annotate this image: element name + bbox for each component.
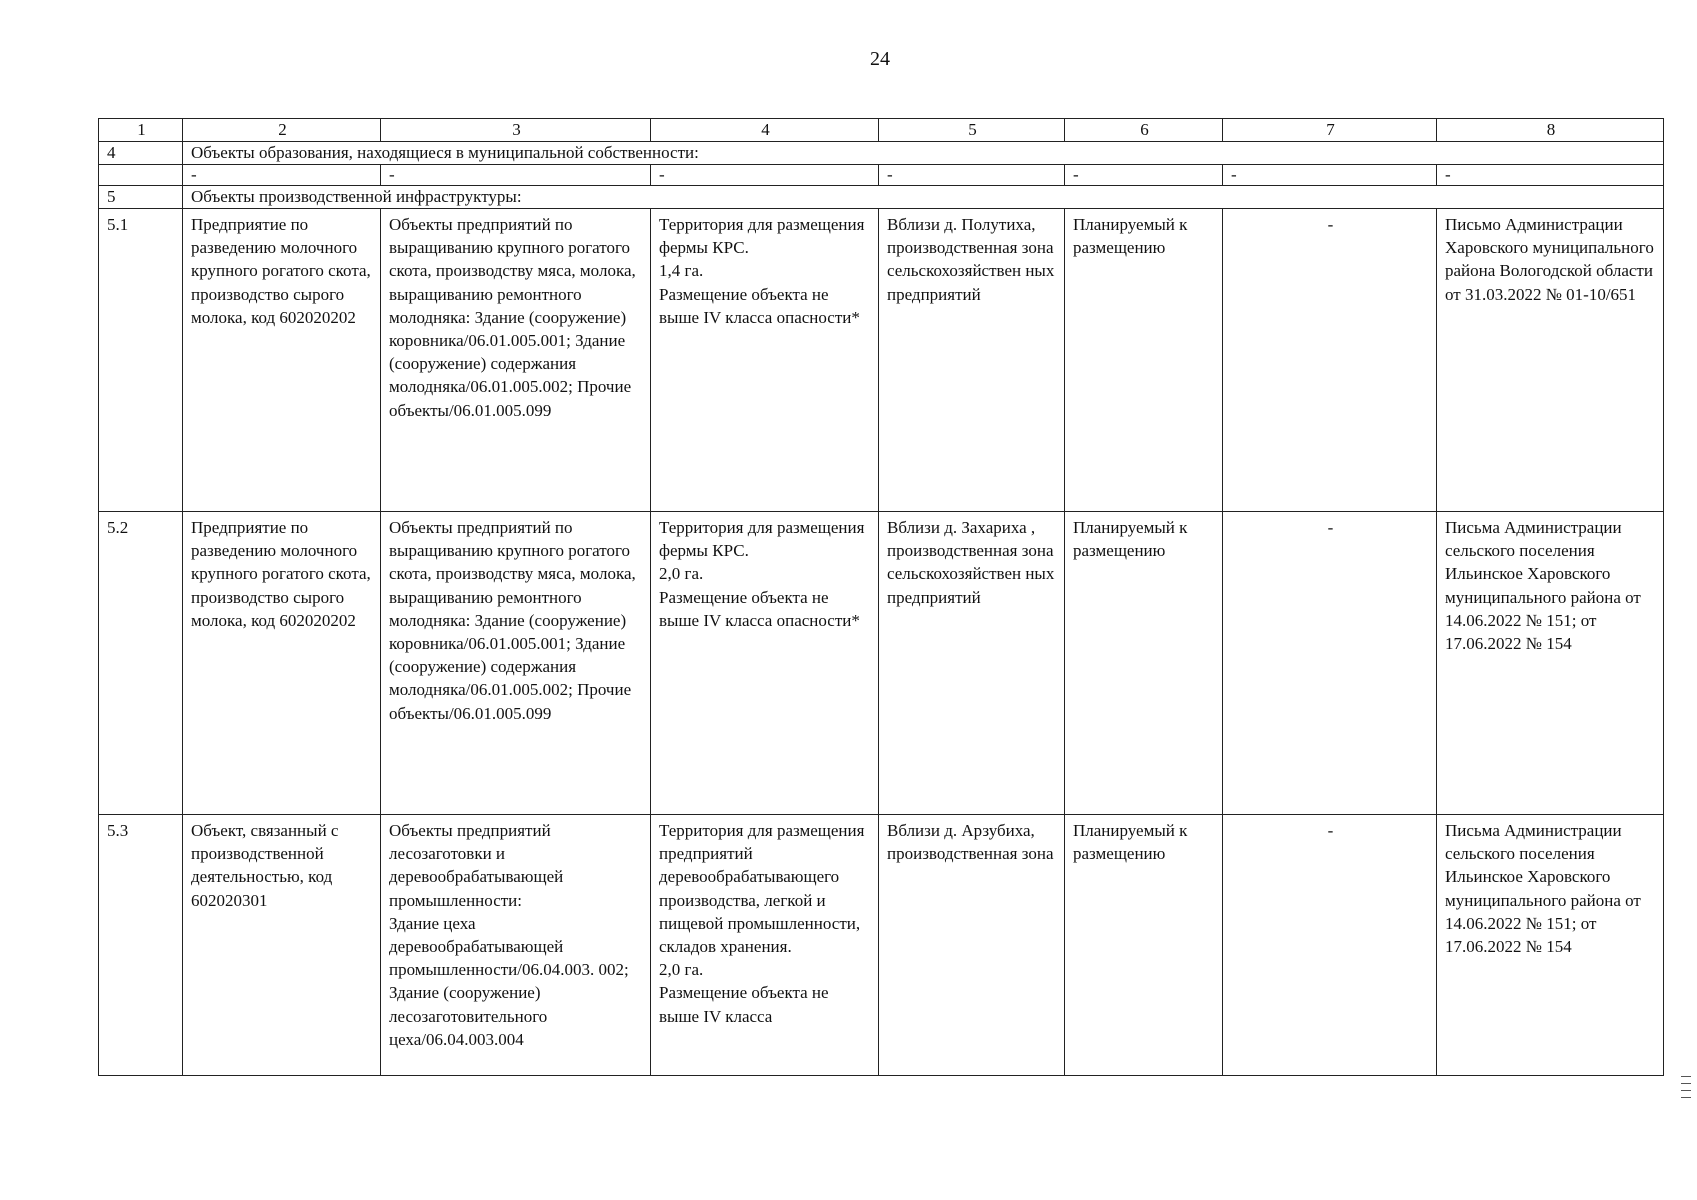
territory-description: Территория для размещения фермы КРС. 2,0 га. Размещение объекта не выше IV класса опасности*	[651, 512, 879, 815]
dash-cell: -	[1223, 165, 1437, 186]
object-list: Объекты предприятий лесозаготовки и деревообрабатывающей промышленности: Здание цеха деревообрабатывающей промышленности/06.04.003. 002; Здание (сооружение) лесозаготовительного цеха/06.04.003.004	[381, 815, 651, 1076]
location: Вблизи д. Полутиха, производственная зона сельскохозяйствен ных предприятий	[879, 209, 1065, 512]
section-number: 4	[99, 142, 183, 165]
column-7-value: -	[1223, 815, 1437, 1076]
location: Вблизи д. Арзубиха, производственная зона	[879, 815, 1065, 1076]
table-row	[99, 512, 1664, 815]
dash-cell: -	[1437, 165, 1664, 186]
section-row-education	[99, 142, 1664, 165]
table-row	[99, 209, 1664, 512]
section-title: Объекты образования, находящиеся в муниципальной собственности:	[183, 142, 1664, 165]
empty-dash-row	[99, 165, 1664, 186]
section-number: 5	[99, 186, 183, 209]
object-name: Предприятие по разведению молочного крупного рогатого скота, производство сырого молока, код 602020202	[183, 209, 381, 512]
page-number: 24	[870, 48, 890, 70]
status: Планируемый к размещению	[1065, 209, 1223, 512]
header-cell: 2	[183, 119, 381, 142]
header-row	[99, 119, 1664, 142]
dash-cell: -	[381, 165, 651, 186]
table-row	[99, 815, 1664, 1076]
row-number: 5.3	[99, 815, 183, 1076]
basis-document: Письма Администрации сельского поселения Ильинское Харовского муниципального района от 14.06.2022 № 151; от 17.06.2022 № 154	[1437, 815, 1664, 1076]
header-cell: 8	[1437, 119, 1664, 142]
scan-margin-marks	[1681, 1076, 1691, 1104]
dash-cell	[99, 165, 183, 186]
basis-document: Письмо Администрации Харовского муниципального района Вологодской области от 31.03.2022 № 01-10/651	[1437, 209, 1664, 512]
territory-description: Территория для размещения фермы КРС. 1,4 га. Размещение объекта не выше IV класса опасности*	[651, 209, 879, 512]
header-cell: 6	[1065, 119, 1223, 142]
dash-cell: -	[183, 165, 381, 186]
column-7-value: -	[1223, 209, 1437, 512]
status: Планируемый к размещению	[1065, 815, 1223, 1076]
location: Вблизи д. Захариха , производственная зона сельскохозяйствен ных предприятий	[879, 512, 1065, 815]
object-list: Объекты предприятий по выращиванию крупного рогатого скота, производству мяса, молока, выращиванию ремонтного молодняка: Здание (сооружение) коровника/06.01.005.001; Здание (сооружение) содержания молодняка/06.01.005.002; Прочие объекты/06.01.005.099	[381, 512, 651, 815]
header-cell: 1	[99, 119, 183, 142]
status: Планируемый к размещению	[1065, 512, 1223, 815]
dash-cell: -	[879, 165, 1065, 186]
dash-cell: -	[1065, 165, 1223, 186]
row-number: 5.2	[99, 512, 183, 815]
section-title: Объекты производственной инфраструктуры:	[183, 186, 1664, 209]
header-cell: 3	[381, 119, 651, 142]
column-7-value: -	[1223, 512, 1437, 815]
basis-document: Письма Администрации сельского поселения Ильинское Харовского муниципального района от 14.06.2022 № 151; от 17.06.2022 № 154	[1437, 512, 1664, 815]
header-cell: 5	[879, 119, 1065, 142]
objects-table	[98, 118, 1664, 1076]
dash-cell: -	[651, 165, 879, 186]
object-name: Предприятие по разведению молочного крупного рогатого скота, производство сырого молока, код 602020202	[183, 512, 381, 815]
header-cell: 7	[1223, 119, 1437, 142]
object-list: Объекты предприятий по выращиванию крупного рогатого скота, производству мяса, молока, выращиванию ремонтного молодняка: Здание (сооружение) коровника/06.01.005.001; Здание (сооружение) содержания молодняка/06.01.005.002; Прочие объекты/06.01.005.099	[381, 209, 651, 512]
row-number: 5.1	[99, 209, 183, 512]
territory-description: Территория для размещения предприятий деревообрабатывающего производства, легкой и пищевой промышленности, складов хранения. 2,0 га. Размещение объекта не выше IV класса	[651, 815, 879, 1076]
object-name: Объект, связанный с производственной деятельностью, код 602020301	[183, 815, 381, 1076]
header-cell: 4	[651, 119, 879, 142]
section-row-production	[99, 186, 1664, 209]
